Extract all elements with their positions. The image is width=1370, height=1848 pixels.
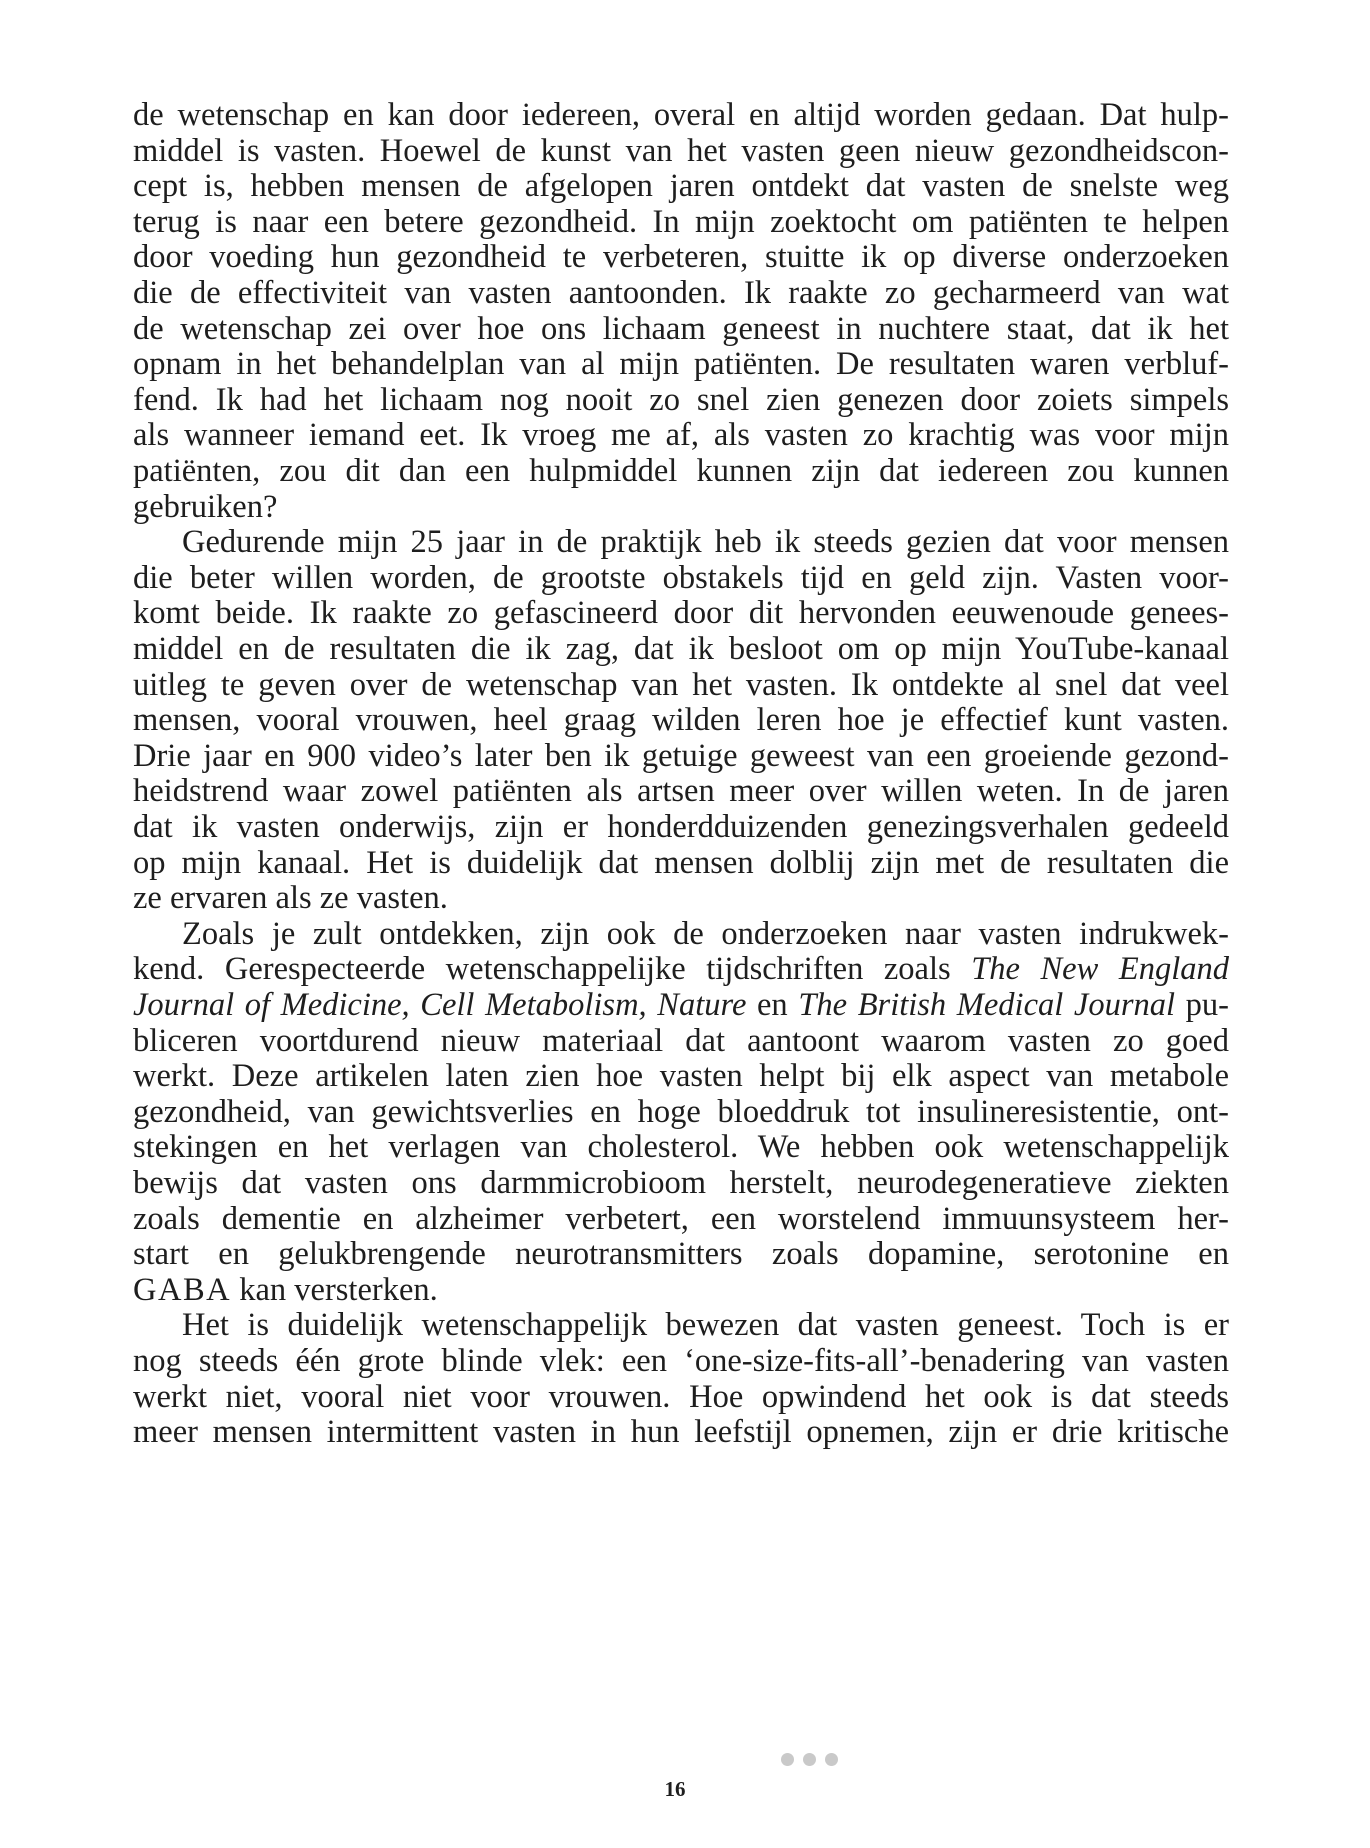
text-line: bewijs dat vasten ons darmmicrobioom herstelt, neurodegeneratieve ziekten	[133, 1165, 1229, 1201]
text-line: de wetenschap zei over hoe ons lichaam geneest in nuchtere staat, dat ik het	[133, 310, 1229, 347]
text-line: door voeding hun gezondheid te verbeteren, stuitte ik op diverse onderzoeken	[133, 239, 1229, 276]
text-line: middel en de resultaten die ik zag, dat ik besloot om op mijn YouTube-kanaal	[133, 631, 1229, 667]
text-line: meer mensen intermittent vasten in hun leefstijl opnemen, zijn er drie kritische	[133, 1414, 1229, 1451]
text-line: heidstrend waar zowel patiënten als artsen meer over willen weten. In de jaren	[133, 773, 1229, 810]
text-line: Gedurende mijn 25 jaar in de praktijk heb ik steeds gezien dat voor mensen	[182, 524, 1229, 561]
text-line: dat ik vasten onderwijs, zijn er honderdduizenden genezingsverhalen gedeeld	[133, 809, 1229, 845]
italic-title: The New England	[971, 951, 1229, 988]
text-line: komt beide. Ik raakte zo gefascineerd door dit hervonden eeuwenoude genees-	[133, 595, 1229, 632]
text-line: uitleg te geven over de wetenschap van het vasten. Ik ontdekte al snel dat veel	[133, 666, 1229, 703]
text-line: patiënten, zou dit dan een hulpmiddel kunnen zijn dat iedereen zou kunnen	[133, 453, 1229, 489]
text-line: gebruiken?	[133, 488, 278, 525]
text-line: terug is naar een betere gezondheid. In mijn zoektocht om patiënten te helpen	[133, 203, 1229, 240]
text-segment: pu-	[1175, 987, 1229, 1023]
text-line: start en gelukbrengende neurotransmitters zoals dopamine, serotonine en	[133, 1236, 1229, 1273]
text-line: die beter willen worden, de grootste obstakels tijd en geld zijn. Vasten voor-	[133, 559, 1229, 596]
acronym: GABA	[133, 1271, 232, 1308]
text-line: nog steeds één grote blinde vlek: een ‘one-size-fits-all’-benadering van vasten	[133, 1343, 1229, 1379]
text-line: Drie jaar en 900 video’s later ben ik getuige geweest van een groeiende gezond-	[133, 737, 1229, 774]
text-line: middel is vasten. Hoewel de kunst van het vasten geen nieuw gezondheidscon-	[133, 132, 1229, 169]
text-segment: kan versterken.	[231, 1271, 438, 1308]
book-page	[133, 0, 1229, 1848]
text-line: opnam in het behandelplan van al mijn patiënten. De resultaten waren verbluf-	[133, 346, 1229, 383]
page-number: 16	[664, 1777, 686, 1801]
text-line: die de effectiviteit van vasten aantoonden. Ik raakte zo gecharmeerd van wat	[133, 275, 1229, 311]
text-line: de wetenschap en kan door iedereen, overal en altijd worden gedaan. Dat hulp-	[133, 97, 1229, 133]
text-segment: kend. Gerespecteerde wetenschappelijke tijdschriften zoals	[133, 951, 972, 988]
text-line: fend. Ik had het lichaam nog nooit zo snel zien genezen door zoiets simpels	[133, 381, 1229, 418]
italic-title: The British Medical Journal	[798, 987, 1176, 1023]
text-line: op mijn kanaal. Het is duidelijk dat mensen dolblij zijn met de resultaten die	[133, 844, 1229, 881]
text-line: zoals dementie en alzheimer verbetert, een worstelend immuunsysteem her-	[133, 1200, 1229, 1237]
text-line: bliceren voortdurend nieuw materiaal dat aantoont waarom vasten zo goed	[133, 1022, 1229, 1059]
text-line: werkt niet, vooral niet voor vrouwen. Hoe opwindend het ook is dat steeds	[133, 1378, 1229, 1415]
text-segment: en	[746, 987, 799, 1023]
italic-title: Journal of Medicine, Cell Metabolism, Nature	[133, 987, 747, 1023]
text-line: stekingen en het verlagen van cholesterol. We hebben ook wetenschappelijk	[133, 1129, 1229, 1166]
text-line: als wanneer iemand eet. Ik vroeg me af, als vasten zo krachtig was voor mijn	[133, 417, 1229, 454]
text-line: Het is duidelijk wetenschappelijk bewezen dat vasten geneest. Toch is er	[182, 1307, 1229, 1344]
three-dots-icon	[781, 1753, 839, 1767]
text-line: cept is, hebben mensen de afgelopen jaren ontdekt dat vasten de snelste weg	[133, 168, 1229, 205]
text-line: ze ervaren als ze vasten.	[133, 880, 448, 917]
text-line: Zoals je zult ontdekken, zijn ook de onderzoeken naar vasten indrukwek-	[182, 915, 1229, 952]
text-line: mensen, vooral vrouwen, heel graag wilden leren hoe je effectief kunt vasten.	[133, 702, 1229, 739]
text-line: werkt. Deze artikelen laten zien hoe vasten helpt bij elk aspect van metabole	[133, 1058, 1229, 1095]
text-line: gezondheid, van gewichtsverlies en hoge bloeddruk tot insulineresistentie, ont-	[133, 1093, 1229, 1130]
